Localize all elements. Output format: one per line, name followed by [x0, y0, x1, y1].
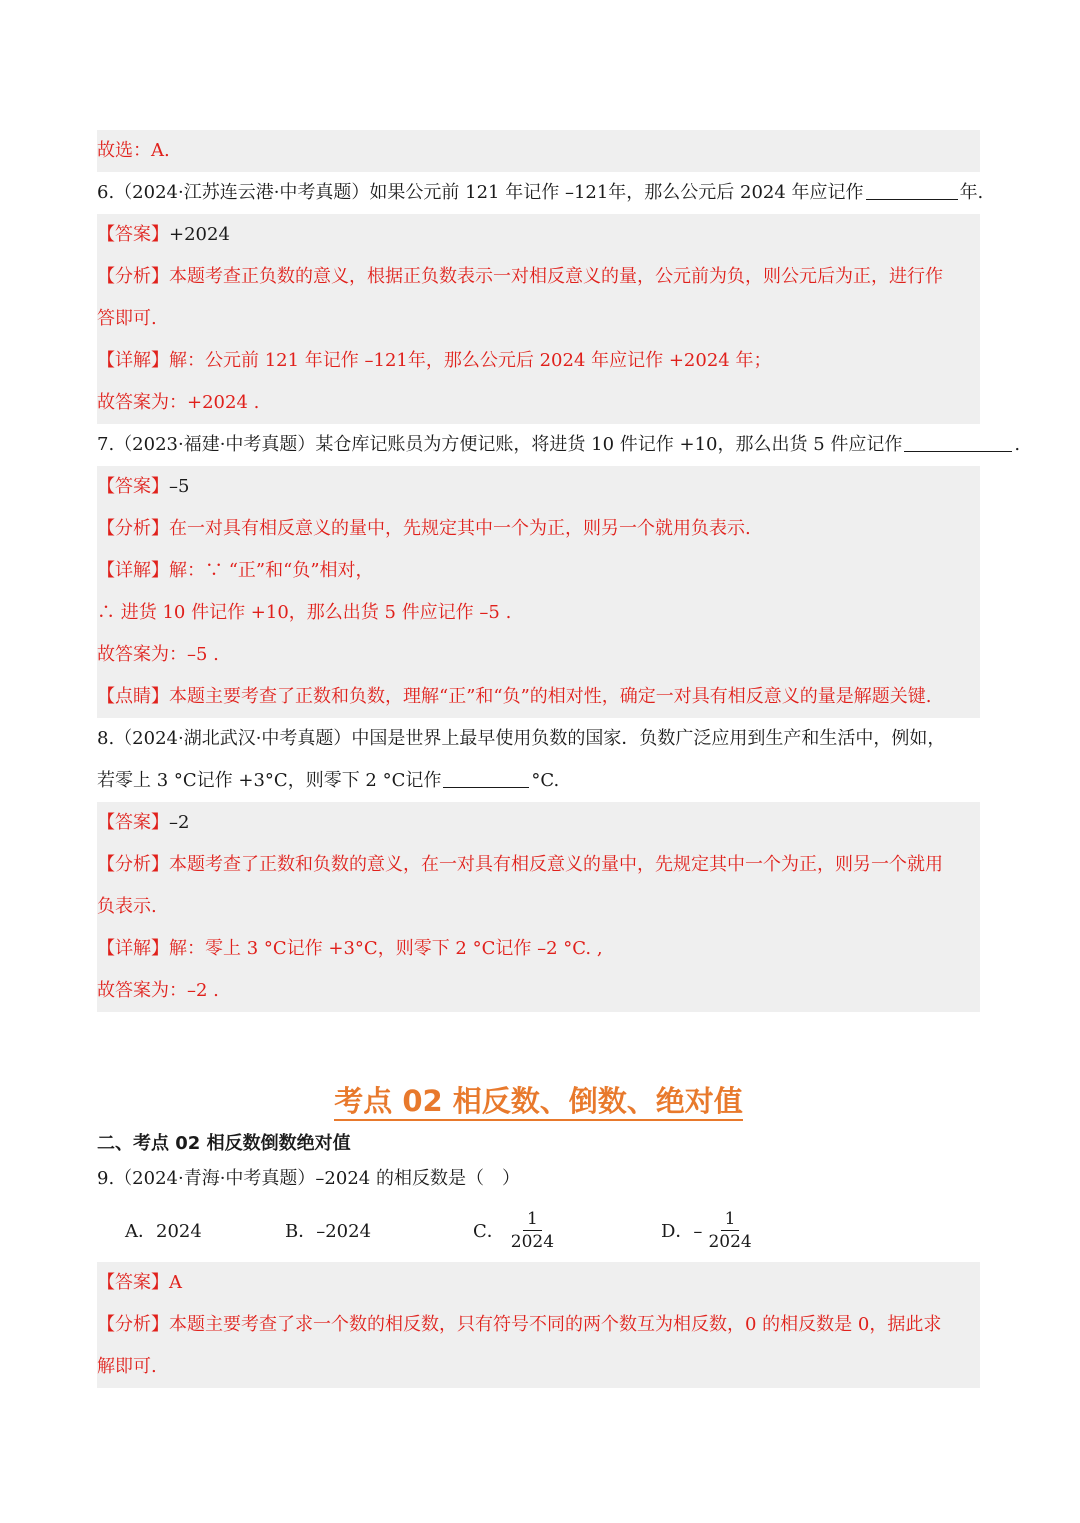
text-q7-detail-1: 解：∵ “正”和“负”相对，: [169, 560, 374, 581]
text-q7-answer: –5: [169, 476, 190, 497]
q6-final: [97, 382, 980, 424]
text-after-blank: 年.: [959, 182, 984, 203]
text-q7-comment: 本题主要考查了正数和负数，理解“正”和“负”的相对性，确定一对具有相反意义的量是解题关键.: [169, 686, 932, 707]
option-b: B．–2024: [285, 1221, 372, 1242]
answer-blank: [866, 179, 958, 200]
section-gap: [97, 1012, 980, 1074]
text-q6-detail: 解：公元前 121 年记作 –121年，那么公元后 2024 年应记作 +2024 年；: [169, 350, 772, 371]
text-q6-analysis-1: 本题考查正负数的意义，根据正负数表示一对相反意义的量，公元前为负，则公元后为正，进行作: [169, 266, 943, 287]
text-q8-final: 故答案为：–2 .: [97, 980, 219, 1001]
q6-answer: [97, 214, 980, 256]
answer-label: 【答案】: [97, 1272, 169, 1293]
analysis-text: 本题主要考查了求一个数的相反数，只有符号不同的两个数互为相反数，0 的相反数是 0，据此求: [169, 1314, 942, 1335]
q8-answer: [97, 802, 980, 844]
text-q7-final: 故答案为：–5 .: [97, 644, 219, 665]
answer-value: A: [169, 1272, 182, 1293]
option-c-label: C．: [473, 1221, 505, 1242]
text-q7-detail-2: ∴ 进货 10 件记作 +10，那么出货 5 件应记作 –5 .: [97, 602, 512, 623]
q7-detail-1: [97, 550, 980, 592]
document-page: [97, 130, 1021, 1388]
q8-detail: [97, 928, 980, 970]
q7-detail-2: [97, 592, 980, 634]
q6-analysis-2: [97, 298, 980, 340]
q6-analysis-1: [97, 256, 980, 298]
text-q6-analysis-2: 答即可.: [97, 308, 157, 329]
option-c-fraction: [511, 1208, 554, 1253]
q6-detail: [97, 340, 980, 382]
label-q6-detail: 【详解】: [97, 350, 169, 371]
text-q5-conclusion: 故选：A.: [97, 140, 170, 161]
text-q8-analysis-2: 负表示.: [97, 896, 157, 917]
text-q8-answer: –2: [169, 812, 190, 833]
q6-question: [97, 172, 984, 214]
option-c: [473, 1198, 554, 1262]
q9-analysis-1: [97, 1304, 980, 1346]
q7-comment: [97, 676, 980, 718]
solution-blocks: [97, 130, 1021, 1012]
option-d: [661, 1198, 752, 1262]
option-d-numerator: 1: [721, 1208, 740, 1231]
q9-question: 9.（2024·青海·中考真题）–2024 的相反数是（ ）: [97, 1168, 520, 1189]
label-q7-detail-1: 【详解】: [97, 560, 169, 581]
text-q6-answer: +2024: [169, 224, 230, 245]
text-q8-analysis-1: 本题考查了正数和负数的意义，在一对具有相反意义的量中，先规定其中一个为正，则另一个就用: [169, 854, 943, 875]
label-q8-detail: 【详解】: [97, 938, 169, 959]
q8-question-2: [97, 760, 980, 802]
q9-options: [97, 1198, 980, 1262]
text-q7-analysis: 在一对具有相反意义的量中，先规定其中一个为正，则另一个就用负表示.: [169, 518, 751, 539]
text-after-blank: °C.: [531, 770, 560, 791]
text-q8-question-2: 若零上 3 °C记作 +3°C，则零下 2 °C记作: [97, 770, 442, 791]
q8-question-1: [97, 718, 980, 760]
option-a: A．2024: [125, 1221, 202, 1242]
label-q8-analysis-1: 【分析】: [97, 854, 169, 875]
q5-conclusion: [97, 130, 980, 172]
q9-analysis-2: 解即可.: [97, 1346, 980, 1388]
label-q7-answer: 【答案】: [97, 476, 169, 497]
label-q8-answer: 【答案】: [97, 812, 169, 833]
answer-blank: [904, 431, 1012, 452]
section-subtitle: 二、考点 02 相反数倒数绝对值: [97, 1133, 351, 1154]
label-q6-answer: 【答案】: [97, 224, 169, 245]
label-q7-analysis: 【分析】: [97, 518, 169, 539]
option-c-denominator: 2024: [510, 1231, 555, 1252]
q8-final: [97, 970, 980, 1012]
answer-blank: [443, 767, 529, 788]
option-c-numerator: 1: [523, 1208, 542, 1231]
section-title-text: 考点 02 相反数、倒数、绝对值: [334, 1084, 743, 1121]
analysis-label: 【分析】: [97, 1314, 169, 1335]
text-q6-final: 故答案为：+2024 .: [97, 392, 260, 413]
option-d-denominator: 2024: [708, 1231, 752, 1252]
text-q7-question: 7.（2023·福建·中考真题）某仓库记账员为方便记账，将进货 10 件记作 +10，那么出货 5 件应记作: [97, 434, 903, 455]
label-q6-analysis-1: 【分析】: [97, 266, 169, 287]
text-q8-question-1: 8.（2024·湖北武汉·中考真题）中国是世界上最早使用负数的国家．负数广泛应用到生产和生活中，例如，: [97, 728, 946, 749]
q8-analysis-1: [97, 844, 980, 886]
text-after-blank: .: [1014, 434, 1021, 455]
label-q7-comment: 【点睛】: [97, 686, 169, 707]
text-q8-detail: 解：零上 3 °C记作 +3°C，则零下 2 °C记作 –2 °C. ,: [169, 938, 603, 959]
q7-analysis: [97, 508, 980, 550]
section-title: [97, 1074, 980, 1128]
q7-question: [97, 424, 1021, 466]
option-d-label: D．–: [661, 1221, 703, 1242]
q7-answer: [97, 466, 980, 508]
text-q6-question: 6.（2024·江苏连云港·中考真题）如果公元前 121 年记作 –121年，那么公元后 2024 年应记作: [97, 182, 864, 203]
option-d-fraction: [708, 1208, 751, 1253]
q8-analysis-2: [97, 886, 980, 928]
q7-final: [97, 634, 980, 676]
q9-answer: [97, 1262, 980, 1304]
